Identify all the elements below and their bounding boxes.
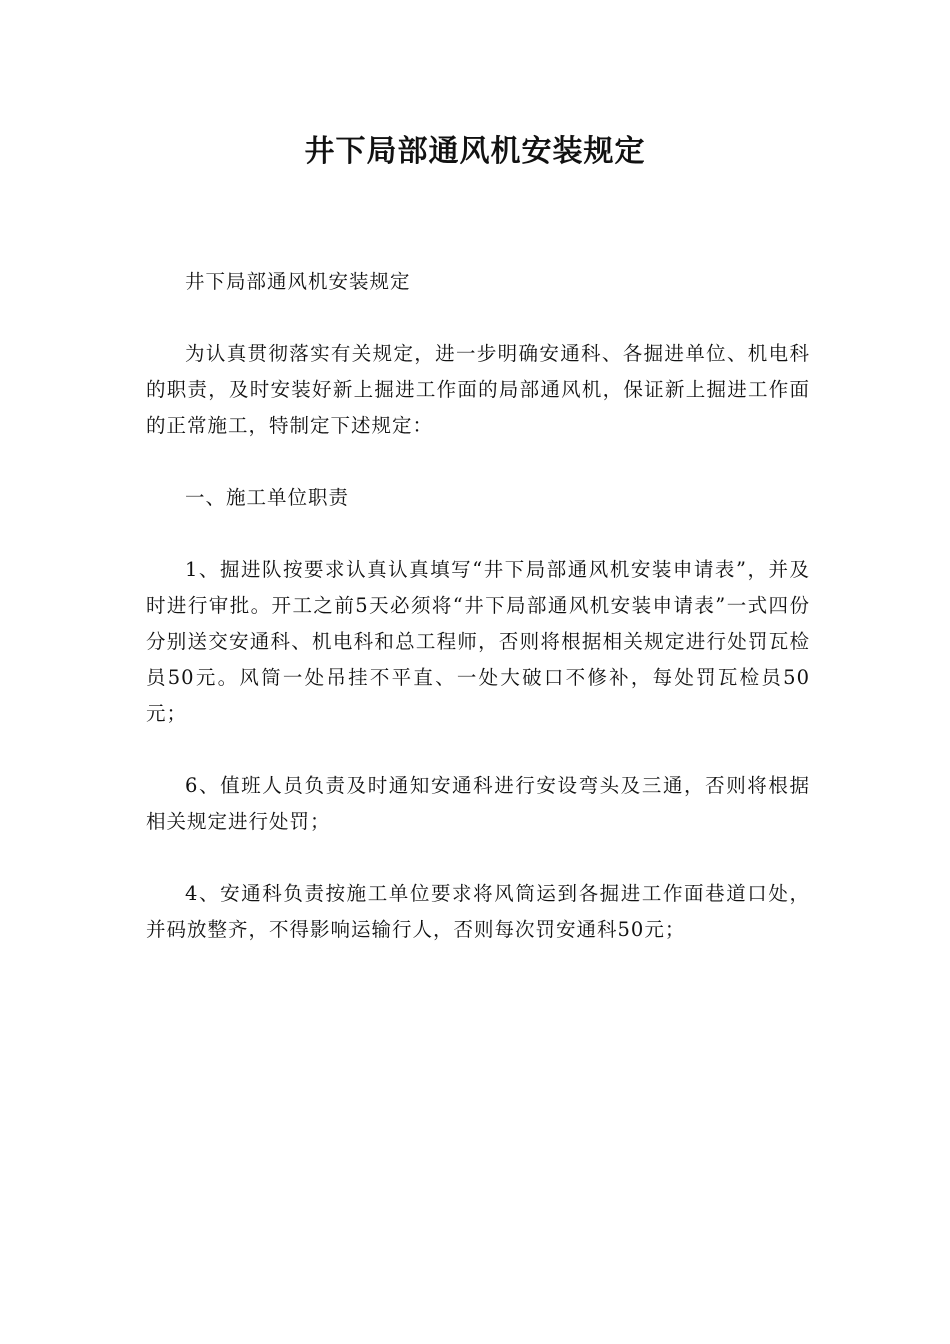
paragraph-item-4: 4、安通科负责按施工单位要求将风筒运到各掘进工作面巷道口处，并码放整齐，不得影响运输行人，否则每次罚安通科50元； (146, 882, 810, 941)
paragraph-item-1: 1、掘进队按要求认真认真填写“井下局部通风机安装申请表”，并及时进行审批。开工之前5天必须将“井下局部通风机安装申请表”一式四份分别送交安通科、机电科和总工程师，否则将根据相关规定进行处罚瓦检员50元。风筒一处吊挂不平直、一处大破口不修补，每处罚瓦检员50元； (146, 558, 810, 725)
paragraph-heading: 井下局部通风机安装规定 (185, 270, 411, 293)
paragraph-intro: 为认真贯彻落实有关规定，进一步明确安通科、各掘进单位、机电科的职责，及时安装好新上掘进工作面的局部通风机，保证新上掘进工作面的正常施工，特制定下述规定： (146, 342, 810, 437)
document-body (146, 264, 810, 984)
paragraph-section-1: 一、施工单位职责 (185, 486, 350, 509)
paragraph-item-6: 6、值班人员负责及时通知安通科进行安设弯头及三通，否则将根据相关规定进行处罚； (146, 774, 810, 833)
document-title: 井下局部通风机安装规定 (304, 134, 646, 169)
